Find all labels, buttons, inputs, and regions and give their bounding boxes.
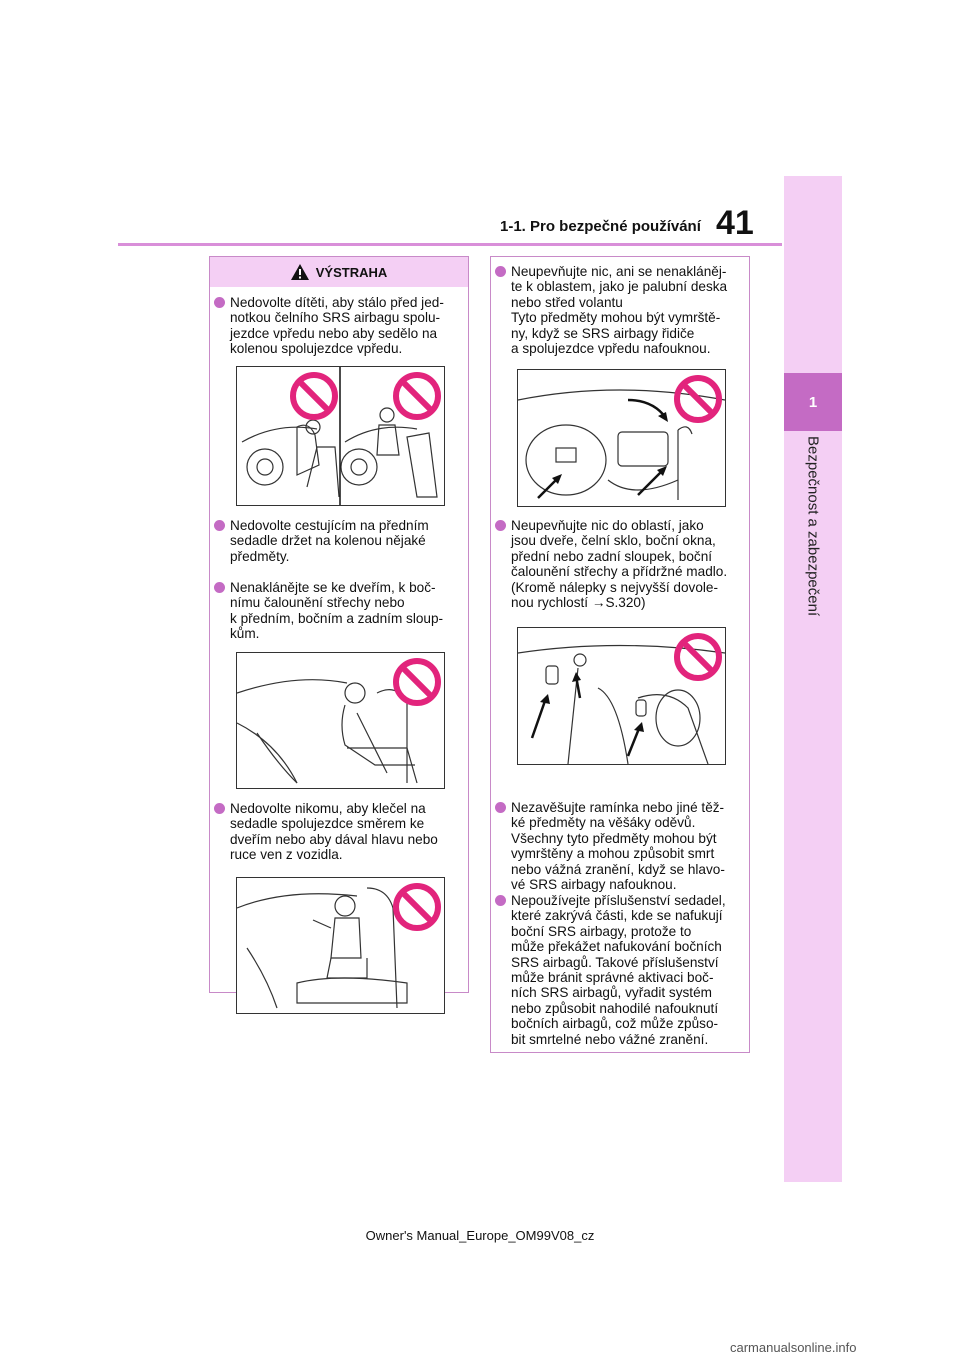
warning-item-text: Nedovolte dítěti, aby stálo před jed- notkou čelního SRS airbagu spolu- jezdce vpředu nebo aby sedělo na kolenou spolujezdce vpředu.	[230, 295, 444, 357]
warning-item	[214, 295, 466, 357]
chapter-number-badge	[784, 373, 842, 431]
warning-header	[210, 257, 468, 287]
chapter-title-vertical	[784, 436, 842, 656]
warning-item	[214, 580, 466, 642]
illustration-kneeling-seat	[236, 877, 445, 1014]
warning-item-text: Nepoužívejte příslušenství sedadel, které zakrývá části, kde se nafukují boční SRS airbagy, protože to může překážet nafukování bočních SRS airbagů. Takové příslušenství může bránit správné aktivaci boč- ních SRS airbagů, vyřadit systém nebo způsobit nahodilé nafouknutí bočních airbagů, což může způso- bit smrtelné nebo vážné zranění.	[511, 893, 726, 1047]
bullet-icon	[495, 520, 506, 531]
chapter-number: 1	[808, 393, 818, 411]
warning-title: VÝSTRAHA	[315, 264, 388, 280]
page-number: 41	[716, 204, 754, 242]
warning-item	[495, 893, 747, 1047]
warning-triangle-icon	[291, 264, 309, 280]
warning-item	[495, 264, 747, 356]
bullet-icon	[214, 803, 225, 814]
header-divider	[118, 243, 782, 246]
bullet-icon	[214, 520, 225, 531]
chapter-side-tab	[784, 176, 842, 1182]
bullet-icon	[214, 582, 225, 593]
prohibition-icon	[673, 374, 723, 424]
bullet-icon	[495, 802, 506, 813]
illustration-dashboard	[517, 369, 726, 507]
warning-item	[214, 801, 466, 863]
prohibition-icon	[392, 882, 442, 932]
warning-item-text: Neupevňujte nic do oblastí, jako jsou dveře, čelní sklo, boční okna, přední nebo zadní sloupek, boční čalounění střechy a přídržné madlo. (Kromě nálepky s nejvyšší dovole- nou rychlostí →S.320)	[511, 518, 728, 611]
illustration-child-front-seat	[236, 366, 445, 506]
warning-item-text: Neupevňujte nic, ani se nenakláněj- te k oblastem, jako je palubní deska nebo střed volantu Tyto předměty mohou být vymrště- ny, když se SRS airbagy řidiče a spolujezdce vpředu nafouknou.	[511, 264, 728, 357]
chapter-title: Bezpečnost a zabezpečení	[804, 436, 822, 617]
illustration-leaning-door	[236, 652, 445, 789]
warning-item-text: Nenaklánějte se ke dveřím, k boč- nímu čalounění střechy nebo k předním, bočním a zadním sloup- kům.	[230, 580, 444, 642]
illustration-pillars	[517, 627, 726, 765]
prohibition-icon	[392, 371, 442, 421]
warning-item	[214, 518, 466, 564]
section-title: 1-1. Pro bezpečné používání	[500, 218, 701, 235]
bullet-icon	[214, 297, 225, 308]
prohibition-icon	[392, 657, 442, 707]
warning-item	[495, 518, 747, 610]
warning-item	[495, 800, 747, 892]
prohibition-icon	[673, 632, 723, 682]
warning-item-text: Nedovolte nikomu, aby klečel na sedadle spolujezdce směrem ke dveřím nebo aby dával hlavu nebo ruce ven z vozidla.	[230, 801, 438, 863]
bullet-icon	[495, 266, 506, 277]
prohibition-icon	[289, 371, 339, 421]
bullet-icon	[495, 895, 506, 906]
warning-item-text: Nezavěšujte ramínka nebo jiné těž- ké předměty na věšáky oděvů. Všechny tyto předměty mohou být vymrštěny a mohou způsobit smrt nebo vážná zranění, když se hlavo- vé SRS airbagy nafouknou.	[511, 800, 725, 893]
warning-item-text: Nedovolte cestujícím na předním sedadle držet na kolenou nějaké předměty.	[230, 518, 429, 564]
watermark: carmanualsonline.info	[730, 1340, 857, 1355]
footer-manual-id: Owner's Manual_Europe_OM99V08_cz	[365, 1228, 595, 1243]
